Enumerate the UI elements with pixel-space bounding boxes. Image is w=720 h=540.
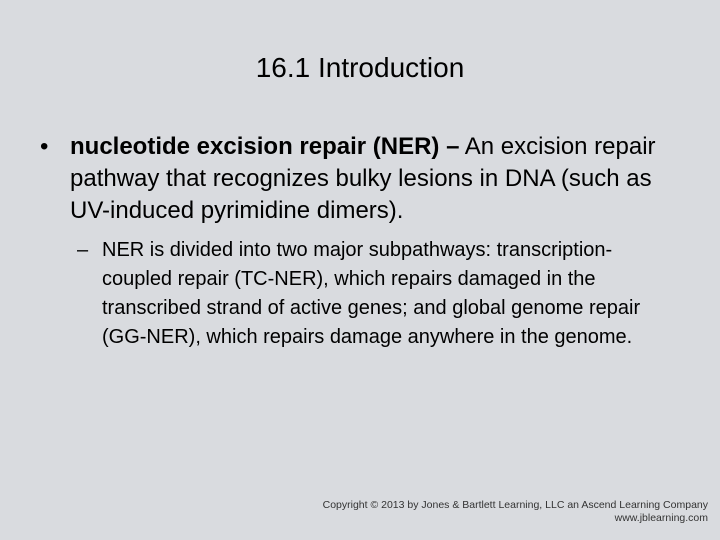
copyright-footer [323, 499, 708, 525]
copyright-text: Copyright © 2013 by Jones & Bartlett Learning, LLC an Ascend Learning Company [322, 499, 708, 511]
main-bullet-definition: An excision repair pathway that recognizes bulky lesions in DNA (such as UV-induced pyrimidine dimers). [70, 133, 656, 224]
main-bullet-text [70, 131, 690, 227]
sub-bullet [77, 236, 677, 352]
main-bullet-term: nucleotide excision repair (NER) – [70, 133, 460, 160]
sub-bullet-text: NER is divided into two major subpathways: transcription-coupled repair (TC-NER), which repairs damaged in the transcribed strand of active genes; and global genome repair (GG-NER), which repairs damage anywhere in the genome. [102, 239, 641, 348]
website-text: www.jblearning.com [614, 512, 708, 524]
sub-bullet-marker: – [77, 239, 89, 261]
main-bullet [40, 131, 690, 227]
slide-title: 16.1 Introduction [255, 52, 465, 83]
bullet-marker: • [40, 133, 49, 160]
